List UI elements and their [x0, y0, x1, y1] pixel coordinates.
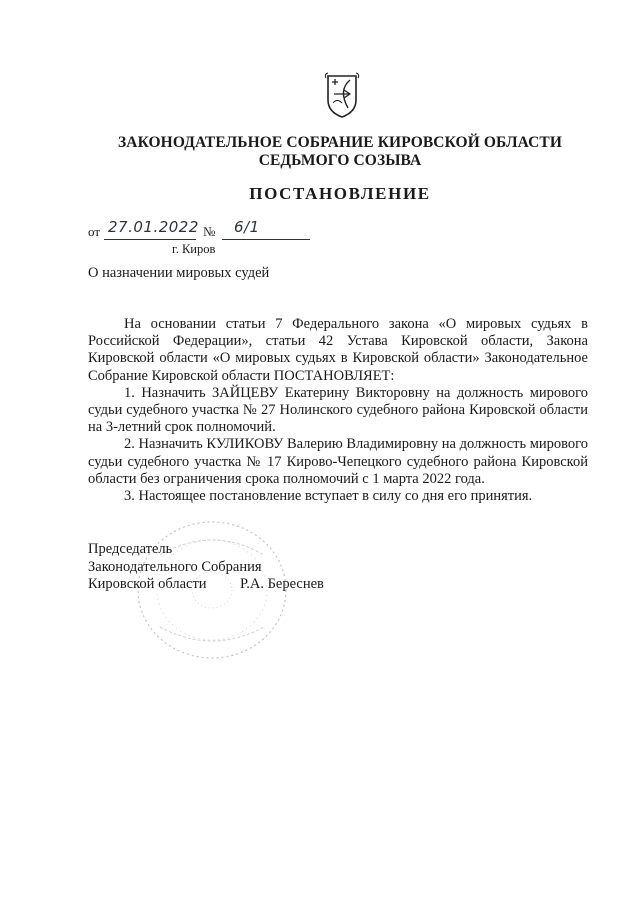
organization-name-line1: ЗАКОНОДАТЕЛЬНОЕ СОБРАНИЕ КИРОВСКОЙ ОБЛАСТИ — [118, 134, 562, 151]
signatory-title-line2: Законодательного Собрания — [88, 558, 262, 575]
document-subject: О назначении мировых судей — [88, 265, 270, 281]
number-prefix: № — [203, 224, 216, 239]
signature-block — [88, 541, 388, 594]
date-underline — [104, 239, 196, 240]
registration-line — [88, 218, 328, 242]
signatory-title-line1: Председатель — [88, 541, 173, 557]
date-prefix: от — [88, 224, 101, 239]
resolution-item-2: 2. Назначить КУЛИКОВУ Валерию Владимировну на должность мирового судьи судебного участка № 17 Кирово-Чепецкого судебного района Кировской области без ограничения срока полномочий с 1 марта 2022 года. — [88, 436, 588, 487]
preamble-paragraph: На основании статьи 7 Федерального закона «О мировых судьях в Российской Федерации», статьи 42 Устава Кировской области, Закона Кировской области «О мировых судьях в Кировской области» Законодательное Собрание Кировской области ПОСТАНОВЛЯЕТ: — [88, 316, 588, 384]
handwritten-number: 6/1 — [234, 218, 260, 236]
resolution-item-3: 3. Настоящее постановление вступает в силу со дня его принятия. — [124, 488, 533, 505]
document-body — [88, 316, 588, 505]
number-underline — [222, 239, 310, 240]
resolution-item-1: 1. Назначить ЗАЙЦЕВУ Екатерину Викторовну на должность мирового судьи судебного участка № 27 Нолинского судебного района Кировской области на 3-летний срок полномочий. — [88, 384, 588, 436]
city-label: г. Киров — [172, 242, 216, 256]
handwritten-date: 27.01.2022 — [108, 218, 199, 236]
signatory-name: Р.А. Береснев — [240, 576, 324, 592]
organization-name-line2: СЕДЬМОГО СОЗЫВА — [258, 152, 422, 169]
coat-of-arms-icon — [322, 70, 362, 120]
document-type-title: ПОСТАНОВЛЕНИЕ — [249, 184, 431, 203]
signatory-title-line3: Кировской области — [88, 576, 207, 593]
